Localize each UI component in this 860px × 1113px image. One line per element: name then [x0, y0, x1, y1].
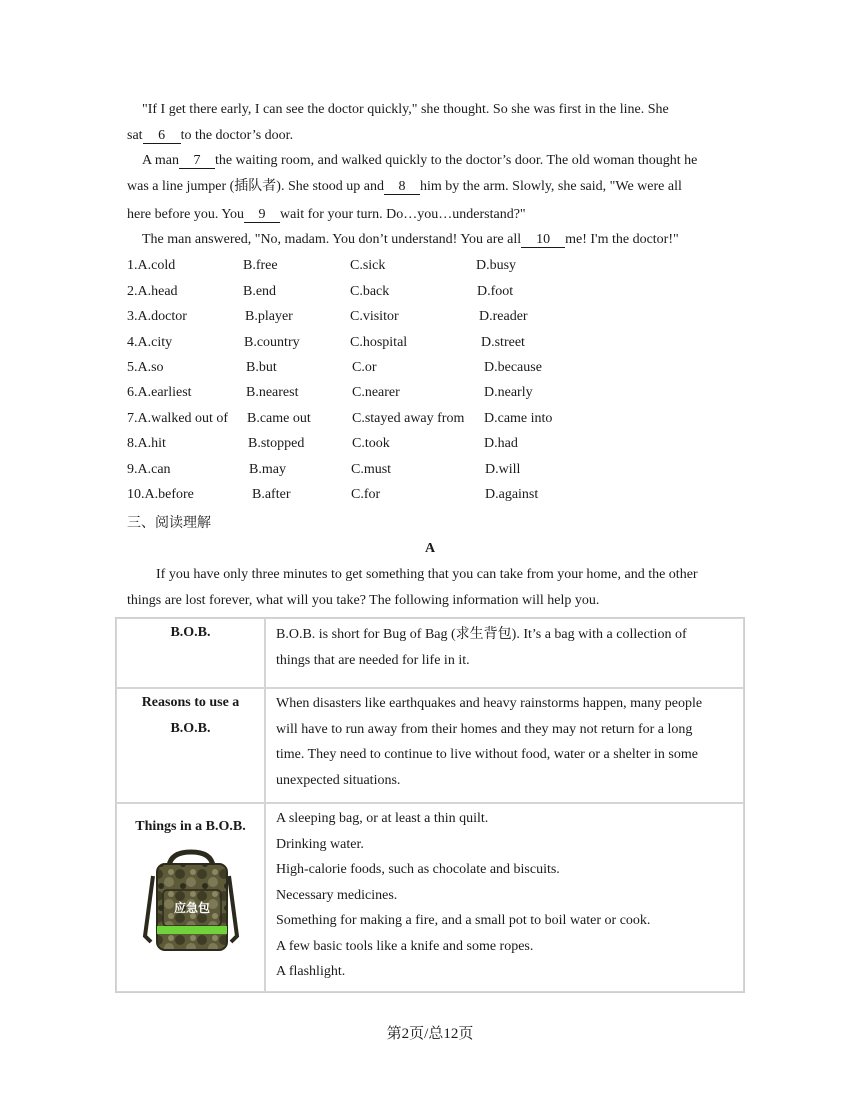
- blank-6: 6: [143, 128, 181, 144]
- passage-line: was a line jumper (插队者). She stood up and 8 him by the arm. Slowly, she said, "We were all: [127, 179, 682, 194]
- table-row: [116, 618, 744, 688]
- option-b: B.end: [243, 284, 277, 299]
- emergency-backpack-image: [131, 846, 251, 954]
- row-header-things: Things in a B.O.B. 应急包: [116, 803, 265, 992]
- option-b: B.free: [243, 258, 278, 273]
- option-b: B.may: [249, 462, 286, 477]
- option-d: D.because: [484, 360, 542, 375]
- table-text-line: A few basic tools like a knife and some ropes.: [276, 938, 534, 954]
- option-a: 5.A.so: [127, 360, 164, 375]
- table-text-line: things that are needed for life in it.: [276, 652, 470, 668]
- option-c: C.for: [351, 487, 381, 502]
- bob-info-table: [115, 617, 745, 993]
- option-b: B.country: [244, 335, 300, 350]
- option-c: C.stayed away from: [352, 411, 465, 426]
- option-b: B.came out: [247, 411, 311, 426]
- option-d: D.busy: [476, 258, 517, 273]
- option-d: D.street: [481, 335, 525, 350]
- option-b: B.after: [252, 487, 291, 502]
- option-c: C.nearer: [352, 385, 400, 400]
- option-d: D.foot: [477, 284, 514, 299]
- table-text-line: B.O.B. is short for Bug of Bag (求生背包). It’s a bag with a collection of: [276, 627, 687, 642]
- row-content-reasons: [265, 688, 744, 803]
- table-text-line: High-calorie foods, such as chocolate and biscuits.: [276, 862, 560, 877]
- option-b: B.player: [245, 309, 293, 324]
- row-header-reasons: Reasons to use a B.O.B.: [116, 688, 265, 803]
- option-c: C.back: [350, 284, 390, 299]
- table-row: [116, 688, 744, 803]
- option-b: B.nearest: [246, 385, 299, 400]
- option-a: 1.A.cold: [127, 258, 176, 273]
- intro-line: things are lost forever, what will you take? The following information will help you.: [127, 593, 600, 608]
- blank-9: 9: [244, 207, 280, 223]
- option-a: 9.A.can: [127, 462, 171, 477]
- option-c: C.took: [352, 436, 390, 451]
- intro-line: If you have only three minutes to get something that you can take from your home, and the other: [156, 567, 698, 582]
- section-heading: 三、阅读理解: [127, 516, 211, 531]
- option-b: B.but: [246, 360, 277, 375]
- option-d: D.against: [485, 487, 539, 502]
- blank-10: 10: [521, 232, 565, 248]
- table-text-line: Necessary medicines.: [276, 887, 398, 903]
- passage-line: here before you. You 9 wait for your turn. Do…you…understand?": [127, 207, 526, 222]
- option-d: D.reader: [479, 309, 528, 324]
- option-a: 10.A.before: [127, 487, 194, 502]
- table-text-line: Something for making a fire, and a small pot to boil water or cook.: [276, 913, 651, 928]
- table-text-line: Drinking water.: [276, 836, 364, 852]
- option-a: 7.A.walked out of: [127, 411, 229, 426]
- blank-8: 8: [384, 179, 420, 195]
- option-d: D.came into: [484, 411, 553, 426]
- option-a: 4.A.city: [127, 335, 173, 350]
- option-c: C.must: [351, 462, 392, 477]
- option-a: 2.A.head: [127, 284, 178, 299]
- table-text-line: A sleeping bag, or at least a thin quilt.: [276, 811, 489, 826]
- svg-text:应急包: 应急包: [173, 901, 210, 915]
- passage-line: sat 6 to the doctor’s door.: [127, 128, 294, 143]
- row-content-bob: [265, 618, 744, 688]
- table-text-line: A flashlight.: [276, 964, 346, 979]
- table-row: [116, 803, 744, 992]
- option-a: 8.A.hit: [127, 436, 166, 451]
- option-d: D.had: [484, 436, 518, 451]
- blank-7: 7: [179, 153, 215, 169]
- option-d: D.will: [485, 462, 521, 477]
- table-text-line: When disasters like earthquakes and heavy rainstorms happen, many people: [276, 696, 703, 711]
- page-number: 第2页/总12页: [386, 1026, 474, 1042]
- row-header-bob: B.O.B.: [116, 618, 265, 688]
- table-text-line: time. They need to continue to live without food, water or a shelter in some: [276, 747, 698, 762]
- option-a: 6.A.earliest: [127, 385, 192, 400]
- option-c: C.hospital: [350, 335, 408, 350]
- option-a: 3.A.doctor: [127, 309, 187, 324]
- option-b: B.stopped: [248, 436, 305, 451]
- option-c: C.visitor: [350, 309, 399, 324]
- table-text-line: unexpected situations.: [276, 772, 401, 788]
- passage-line: A man 7 the waiting room, and walked quickly to the doctor’s door. The old woman thought he: [142, 153, 698, 168]
- passage-line: The man answered, "No, madam. You don’t understand! You are all 10 me! I'm the doctor!": [142, 232, 679, 247]
- option-d: D.nearly: [484, 385, 533, 400]
- table-text-line: will have to run away from their homes and they may not return for a long: [276, 721, 693, 737]
- option-c: C.sick: [350, 258, 386, 273]
- row-content-things: [265, 803, 744, 992]
- passage-line: "If I get there early, I can see the doctor quickly," she thought. So she was first in the line. She: [142, 102, 669, 117]
- passage-title: A: [424, 541, 436, 556]
- option-c: C.or: [352, 360, 377, 375]
